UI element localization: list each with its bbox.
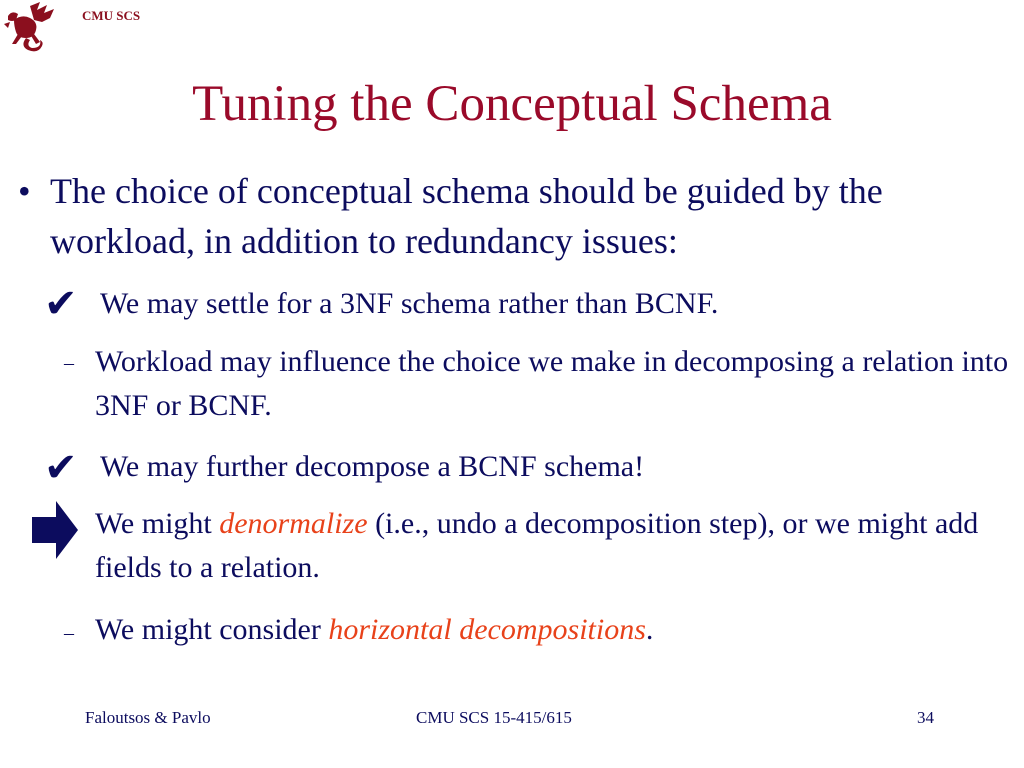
footer-page-number: 34 [917, 708, 934, 727]
text-before: We might [95, 507, 220, 540]
text-after: . [645, 613, 654, 646]
list-item-text [95, 502, 1010, 590]
emphasis-term: denormalize [219, 507, 368, 540]
list-item-text: We may further decompose a BCNF schema! [100, 450, 645, 483]
list-item-text: Workload may influence the choice we make in decomposing a relation into 3NF or BCNF. [95, 345, 1009, 422]
footer-authors: Faloutsos & Pavlo [85, 708, 211, 727]
header-org-label: CMU SCS [82, 8, 141, 23]
dash-icon: – [64, 352, 74, 374]
list-item-text: We may settle for a 3NF schema rather than BCNF. [100, 287, 719, 320]
right-arrow-icon [30, 499, 80, 561]
emphasis-term: horizontal decompositions [328, 613, 646, 646]
cmu-dragon-logo [0, 0, 62, 62]
slide-title: Tuning the Conceptual Schema [192, 76, 832, 132]
main-bullet-text: The choice of conceptual schema should be guided by the workload, in addition to redundancy issues: [50, 171, 883, 261]
list-item-text [95, 608, 1010, 652]
footer-course: CMU SCS 15-415/615 [416, 708, 572, 727]
bullet-dot: • [18, 171, 31, 211]
checkmark-icon: ✔ [44, 445, 78, 490]
text-after: (i.e., undo a decomposition step), or we might add fields to a relation. [95, 507, 979, 584]
dash-icon: – [64, 622, 74, 644]
checkmark-icon: ✔ [44, 281, 78, 326]
text-before: We might consider [95, 613, 329, 646]
